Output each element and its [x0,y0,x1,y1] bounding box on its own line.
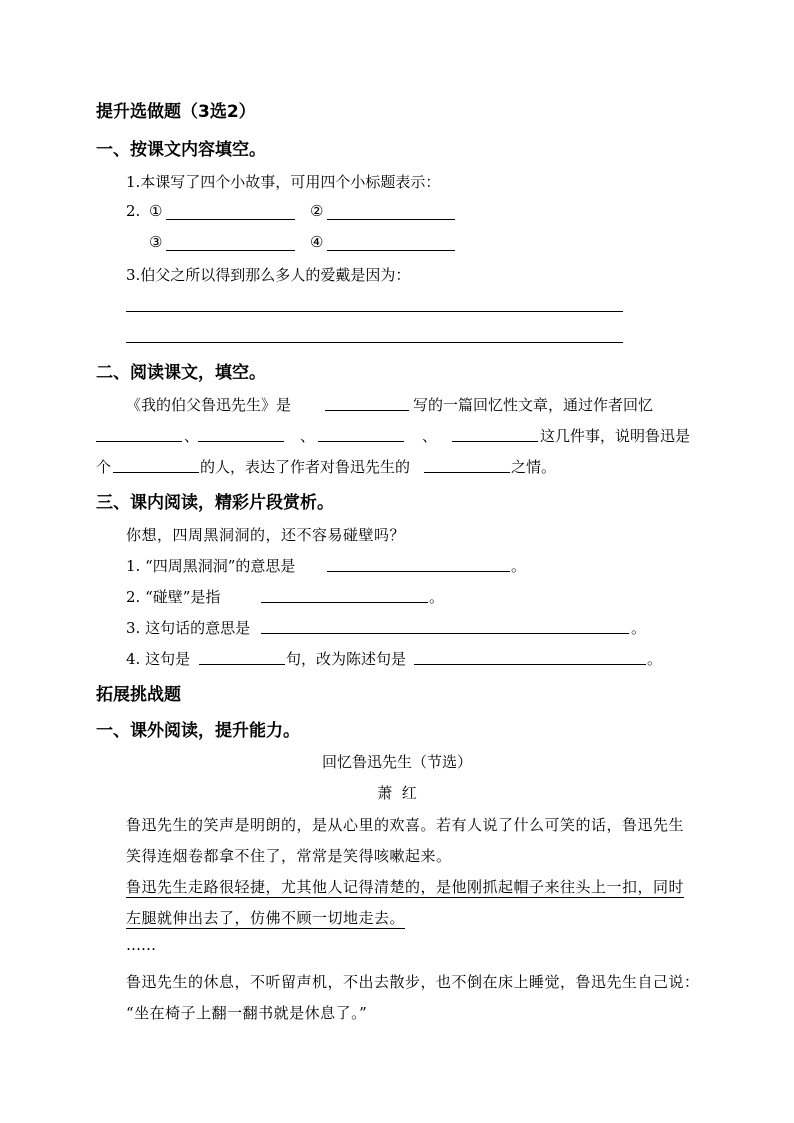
underlined-text: 左腿就伸出去了，仿佛不顾一切地走去。 [126,909,406,927]
answer-blank[interactable] [424,472,510,473]
quote-sentence: 你想，四周黑洞洞的，还不容易碰壁吗？ [126,526,406,544]
paragraph-text: 写的一篇回忆性文章，通过作者回忆 [413,396,654,414]
article-title: 回忆鲁迅先生（节选） [321,753,472,771]
answer-blank[interactable] [325,410,409,411]
question-text: 2. “碰壁”是指 [126,588,221,606]
article-paragraph: “坐在椅子上翻一翻书就是休息了。” [126,1004,368,1022]
punctuation: 。 [429,588,445,606]
answer-blank[interactable] [261,602,428,603]
article-author: 萧 红 [377,784,417,802]
answer-blank[interactable] [327,219,455,220]
paragraph-text: 个 [96,458,112,476]
question-text: 3. 这句话的意思是 [126,619,251,637]
subsection-heading-fill: 一、按课文内容填空。 [96,140,266,160]
answer-blank[interactable] [166,219,295,220]
article-paragraph: 笑得连烟卷都拿不住了，常常是笑得咳嗽起来。 [126,847,452,865]
answer-blank[interactable] [261,633,629,634]
question-text: 1. “四周黑洞洞”的意思是 [126,557,296,575]
paragraph-text: 之情。 [511,458,557,476]
punctuation: 。 [631,619,647,637]
punctuation: 。 [511,557,527,575]
answer-blank[interactable] [166,250,295,251]
answer-blank[interactable] [318,441,404,442]
ellipsis: …… [126,936,156,954]
answer-blank[interactable] [414,664,646,665]
answer-blank[interactable] [113,472,199,473]
paragraph-text: 《我的伯父鲁迅先生》是 [126,396,292,414]
question-text: 3.伯父之所以得到那么多人的爱戴是因为： [126,266,411,284]
circle-number-2: ② [310,202,324,220]
answer-blank[interactable] [96,441,182,442]
paragraph-text: 这几件事，说明鲁迅是 [540,427,691,445]
circle-number-4: ④ [310,233,324,251]
article-paragraph: 鲁迅先生的休息，不听留声机，不出去散步，也不倒在床上睡觉，鲁迅先生自己说： [126,973,700,991]
subsection-heading-analysis: 三、课内阅读，精彩片段赏析。 [96,493,334,513]
subsection-heading-extra-reading: 一、课外阅读，提升能力。 [96,721,300,741]
question-text: 1.本课写了四个小故事，可用四个小标题表示： [126,173,441,191]
section-heading-improve: 提升选做题（3选2） [96,102,256,122]
section-heading-extend: 拓展挑战题 [96,685,181,705]
answer-blank[interactable] [198,441,284,442]
separator: 、 [184,427,200,445]
separator: 、 [422,427,438,445]
answer-blank[interactable] [327,571,510,572]
answer-line[interactable] [126,342,623,343]
question-text: 句，改为陈述句是 [286,650,407,668]
answer-blank[interactable] [327,250,455,251]
question-text: 4. 这句是 [126,650,191,668]
answer-line[interactable] [126,311,623,312]
underlined-text: 鲁迅先生走路很轻捷，尤其他人记得清楚的，是他刚抓起帽子来往头上一扣，同时 [126,878,685,896]
answer-blank[interactable] [199,664,285,665]
circle-number-1: ① [149,202,163,220]
circle-number-3: ③ [149,233,163,251]
question-number: 2. [126,202,141,220]
article-paragraph-underlined [126,876,684,897]
punctuation: 。 [647,650,663,668]
separator: 、 [300,427,316,445]
paragraph-text: 的人，表达了作者对鲁迅先生的 [200,458,411,476]
article-paragraph: 鲁迅先生的笑声是明朗的，是从心里的欢喜。若有人说了什么可笑的话，鲁迅先生 [126,816,685,834]
article-paragraph-underlined [126,907,405,928]
answer-blank[interactable] [452,441,538,442]
subsection-heading-reading: 二、阅读课文，填空。 [96,363,266,383]
